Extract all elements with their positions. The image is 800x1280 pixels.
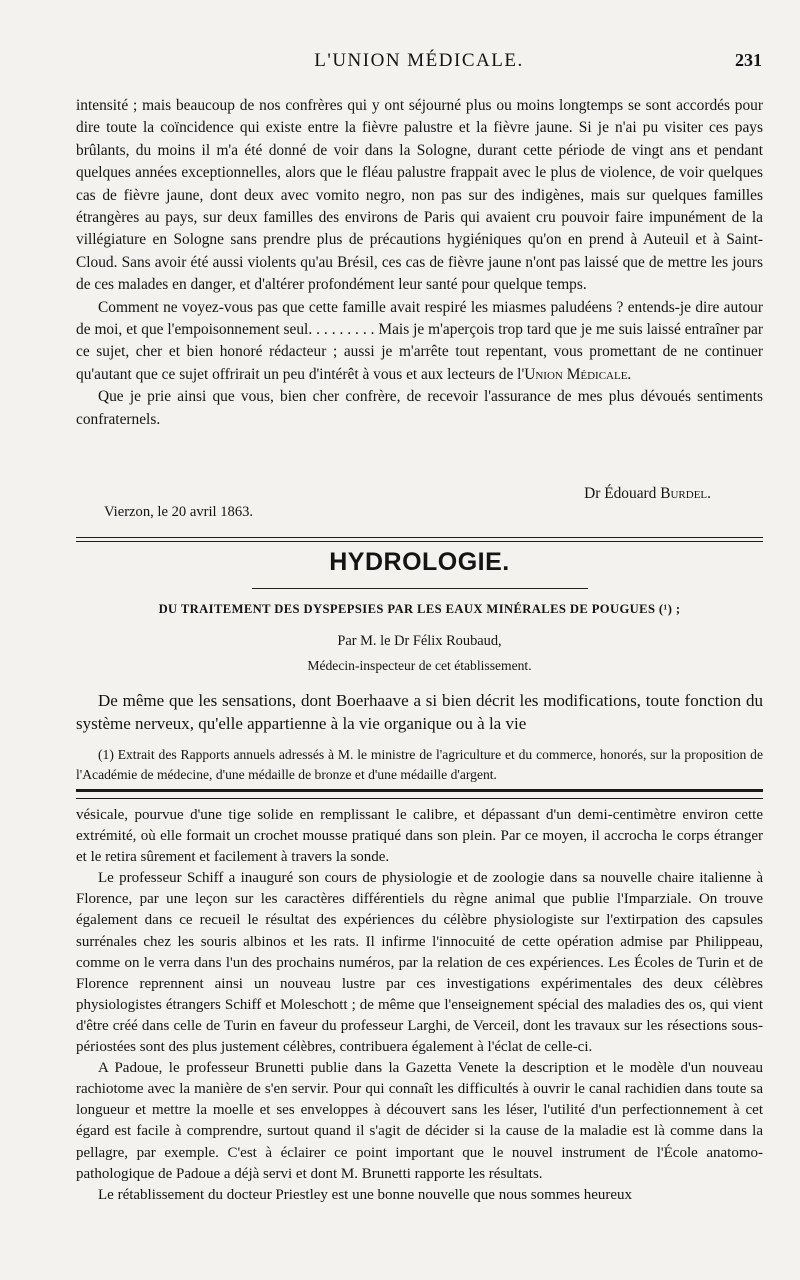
letter-paragraph-2-end: . bbox=[627, 365, 632, 383]
letter-text bbox=[76, 95, 763, 431]
footnote-text: (1) Extrait des Rapports annuels adressés à M. le ministre de l'agriculture et du commerce, honorés, sur la proposition de l'Académie de médecine, d'une médaille de bronze et d'une médaille d'argent. bbox=[76, 747, 763, 782]
signature-author-surname: Burdel. bbox=[660, 485, 711, 502]
page-number: 231 bbox=[735, 50, 762, 70]
feuilleton-paragraph-2: Le professeur Schiff a inauguré son cours de physiologie et de zoologie dans sa nouvelle chaire italienne à Florence, par une leçon sur les caractères différentiels du règne animal que publie l'Imparziale. On trouve également dans ce recueil le résultat des expériences du célèbre physiologiste sur l'extirpation des capsules surrénales chez les souris albinos et les rats. Il infirme l'innocuité de cette opération admise par Philippeau, comme on le verra dans l'un des prochains numéros, par la relation de ces expériences. Les Écoles de Turin et de Florence reprennent ainsi un nouveau lustre par ces investigations expérimentales des deux célèbres physiologistes étrangers Schiff et Moleschott ; de même que l'enseignement spécial des maladies des os, qui vient d'être créé dans celle de Turin en faveur du professeur Larghi, de Verceil, dont les travaux sur les résections sous-périostées sont des plus justement célèbres, contribuera également à l'éclat de celle-ci. bbox=[76, 870, 763, 1056]
letter-paragraph-2-text: Comment ne voyez-vous pas que cette famille avait respiré les miasmes paludéens ? entends-je dire autour de moi, et que l'empoisonnement seul. . . . . . . . . Mais je m'aperçois trop tard que je me suis laissé entraîner par ce sujet, cher et bien honoré rédacteur ; aussi je m'arrête tout repentant, vous promettant de ne continuer qu'autant que ce sujet offrirait un peu d'intérêt à vous et aux lecteurs de l' bbox=[76, 298, 763, 383]
feuilleton-paragraph-3: A Padoue, le professeur Brunetti publie dans la Gazetta Venete la description et le modèle d'un nouveau rachiotome avec la manière de s'en servir. Pour qui connaît les difficultés à ouvrir le canal rachidien dans toute sa longueur et mettre la moelle et ses enveloppes à découvert sans les léser, l'utilité d'un perfectionnement à cet égard est facile à comprendre, surtout quand il s'agit de décider si la cause de la maladie est là comme dans la pellagre, par exemple. C'est à éclairer ce point important que le nouvel instrument de l'École anatomo-pathologique de Padoue a déjà servi et dont M. Brunetti rapporte les résultats. bbox=[76, 1060, 763, 1182]
feuilleton-paragraph-1: vésicale, pourvue d'une tige solide en remplissant le calibre, et dépassant d'un demi-centimètre environ cette extrémité, où elle formait un crochet mousse pratiqué dans son plein. Par ce moyen, il accrocha le corps étranger et le retira sûrement et facilement à travers la sonde. bbox=[76, 807, 763, 866]
feuilleton-paragraph-4: Le rétablissement du docteur Priestley est une bonne nouvelle que nous sommes heureux bbox=[98, 1186, 633, 1203]
article-lead bbox=[76, 689, 763, 735]
feuilleton-divider bbox=[76, 789, 763, 799]
article-byline: Par M. le Dr Félix Roubaud, bbox=[337, 633, 502, 649]
signature-block bbox=[76, 485, 763, 527]
signature-place-date: Vierzon, le 20 avril 1863. bbox=[104, 504, 254, 520]
article-lead-paragraph: De même que les sensations, dont Boerhaave a si bien décrit les modifications, toute fonction du système nerveux, qu'elle appartienne à la vie organique ou à la vie bbox=[76, 691, 763, 733]
section-title: HYDROLOGIE. bbox=[329, 548, 510, 576]
article-title: DU TRAITEMENT DES DYSPEPSIES PAR LES EAUX MINÉRALES DE POUGUES (¹) ; bbox=[158, 602, 681, 616]
author-role: Médecin-inspecteur de cet établissement. bbox=[307, 658, 532, 673]
signature-author bbox=[584, 485, 711, 503]
journal-running-title: L'UNION MÉDICALE. bbox=[314, 50, 524, 71]
letter-paragraph-2 bbox=[76, 297, 763, 387]
signature-author-prefix: Dr Édouard bbox=[584, 485, 657, 502]
letter-paragraph-3: Que je prie ainsi que vous, bien cher confrère, de recevoir l'assurance de mes plus dévoués sentiments confraternels. bbox=[76, 388, 763, 428]
journal-name: Union Médicale bbox=[524, 365, 628, 383]
running-header bbox=[76, 48, 762, 76]
feuilleton-text bbox=[76, 805, 763, 1206]
footnote bbox=[76, 745, 763, 784]
section-divider bbox=[76, 537, 763, 542]
letter-paragraph-1: intensité ; mais beaucoup de nos confrères qui y ont séjourné plus ou moins longtemps se sont accordés pour dire toute la coïncidence qui existe entre la fièvre palustre et la fièvre jaune. Si je n'ai pu visiter ces pays brûlants, du moins il m'a été donné de voir dans la Sologne, durant cette période de vingt ans et pendant quelques années exceptionnelles, alors que le fléau palustre frappait avec le plus de violence, de voir quelques cas de fièvre jaune, dont deux avec vomito negro, non pas sur des indigènes, mais sur quelques familles étrangères au pays, sur deux familles des environs de Paris qui avaient cru pouvoir faire impunément de la villégiature en Sologne sans prendre plus de précautions hygiéniques qu'on en prend à Auteuil et à Saint-Cloud. Sans avoir été aussi violents qu'au Brésil, ces cas de fièvre jaune n'ont pas laissé que de mettre les jours de ces malades en danger, et d'altérer profondément leur santé pour quelque temps. bbox=[76, 97, 763, 294]
title-underline bbox=[252, 588, 588, 589]
